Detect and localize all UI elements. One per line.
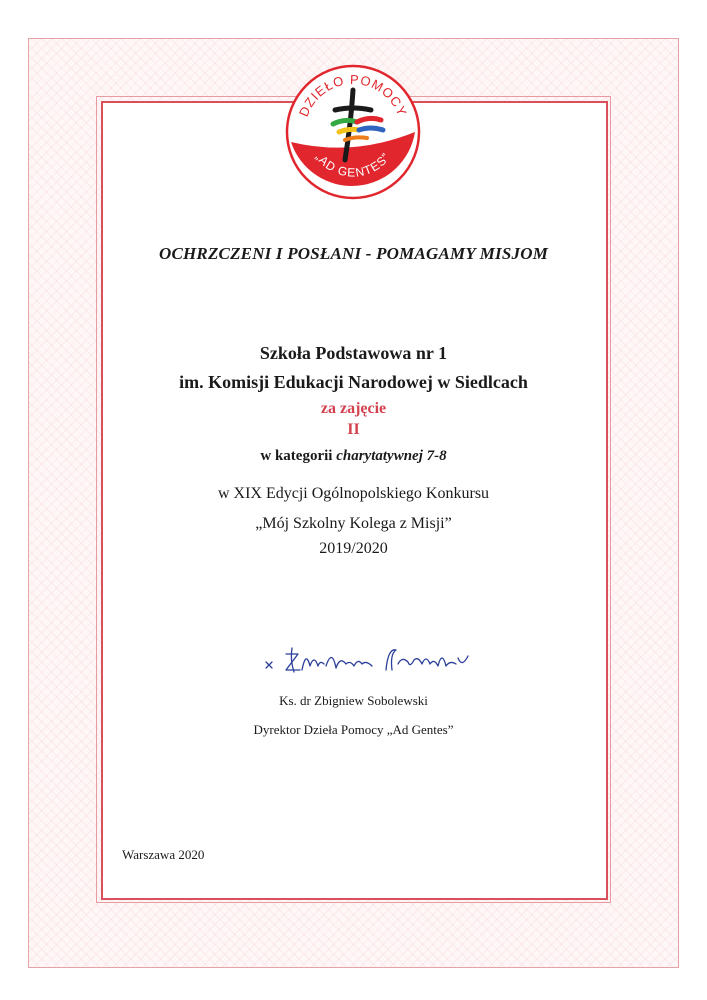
contest-year: 2019/2020: [319, 540, 388, 557]
handwritten-signature: [262, 640, 482, 680]
recipient-line-2: im. Komisji Edukacji Narodowej w Siedlcach: [179, 372, 528, 392]
ad-gentes-logo: [283, 62, 423, 202]
signatory-name: Ks. dr Zbigniew Sobolewski: [279, 693, 428, 708]
place-and-date: Warszawa 2020: [122, 847, 205, 862]
category-prefix: w kategorii: [260, 448, 337, 464]
award-place: II: [347, 421, 360, 438]
logo-bottom-text: „AD GENTES”: [312, 150, 394, 180]
award-label: za zajęcie: [320, 400, 387, 417]
logo-top-text: DZIEŁO POMOCY: [295, 71, 411, 119]
category-name: charytatywnej 7-8: [336, 448, 447, 464]
signatory-title: Dyrektor Dzieła Pomocy „Ad Gentes”: [253, 722, 454, 737]
contest-edition: w XIX Edycji Ogólnopolskiego Konkursu: [217, 485, 490, 502]
contest-name: „Mój Szkolny Kolega z Misji”: [255, 515, 452, 532]
award-category: [101, 448, 606, 465]
motto-heading: OCHRZCZENI I POSŁANI - POMAGAMY MISJOM: [158, 244, 549, 263]
recipient-line-1: Szkoła Podstawowa nr 1: [259, 343, 448, 363]
